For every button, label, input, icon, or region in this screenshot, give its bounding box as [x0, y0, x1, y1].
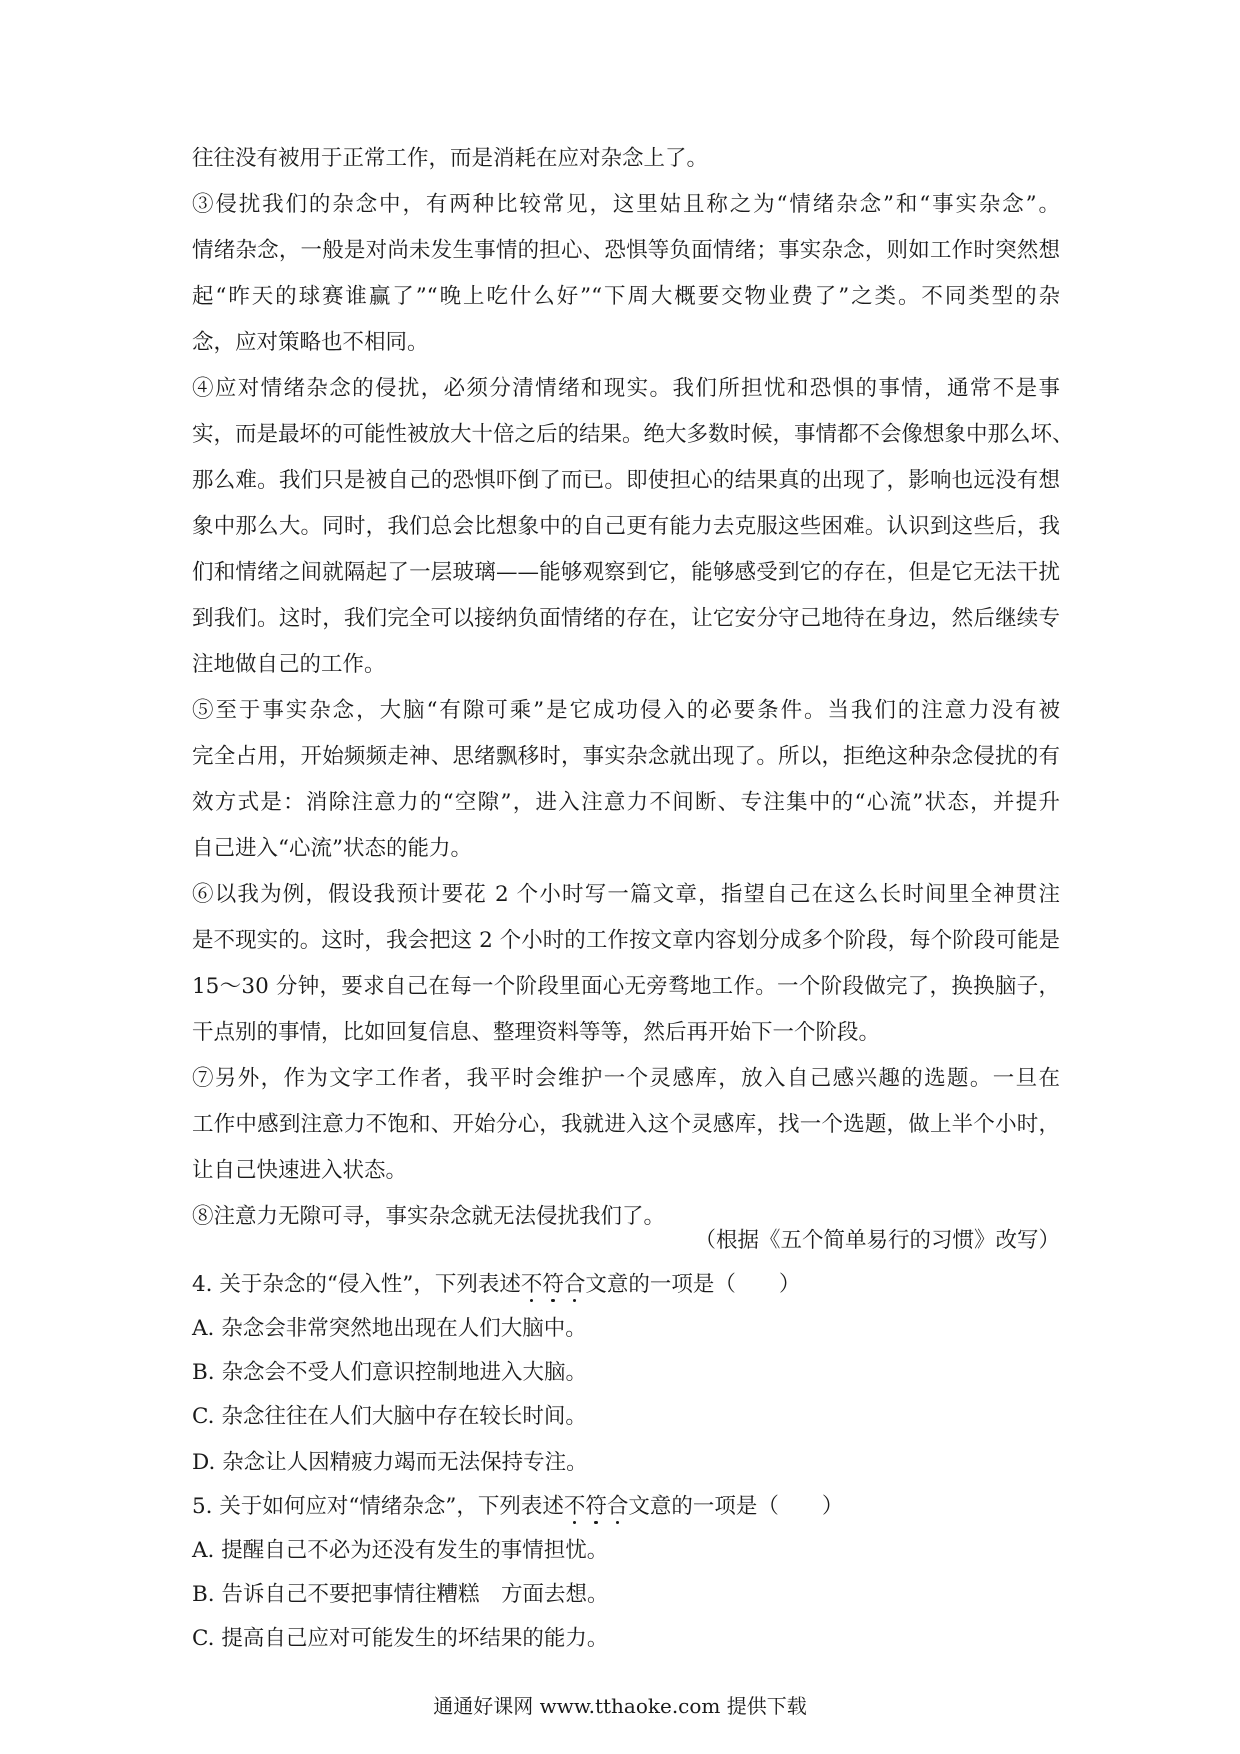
- paragraph-4-line: 们和情绪之间就隔起了一层玻璃——能够观察到它，能够感受到它的存在，但是它无法干扰: [192, 560, 1060, 585]
- question-4-stem: 4. 关于杂念的“侵入性”，下列表述不符合文意的一项是（ ）: [192, 1272, 801, 1297]
- paragraph-5-line: ⑤至于事实杂念，大脑“有隙可乘”是它成功侵入的必要条件。当我们的注意力没有被: [192, 698, 1060, 723]
- article-source: （根据《五个简单易行的习惯》改写）: [694, 1228, 1060, 1253]
- emphasis-char: 不: [520, 1272, 543, 1297]
- emphasis-char: 不: [563, 1494, 586, 1519]
- paragraph-4-line: 象中那么大。同时，我们总会比想象中的自己更有能力去克服这些困难。认识到这些后，我: [192, 514, 1060, 539]
- question-5-stem: 5. 关于如何应对“情绪杂念”，下列表述不符合文意的一项是（ ）: [192, 1494, 844, 1519]
- paragraph-7-line: 让自己快速进入状态。: [192, 1158, 408, 1183]
- paragraph-5-line: 自己进入“心流”状态的能力。: [192, 836, 472, 861]
- paragraph-4-line: 实，而是最坏的可能性被放大十倍之后的结果。绝大多数时候，事情都不会像想象中那么坏、: [192, 422, 1074, 447]
- question-5-option-c: C. 提高自己应对可能发生的坏结果的能力。: [192, 1626, 609, 1651]
- paragraph-6-line: 15～30 分钟，要求自己在每一个阶段里面心无旁骛地工作。一个阶段做完了，换换脑子，: [192, 974, 1060, 999]
- emphasis-char: 合: [563, 1272, 586, 1297]
- question-4-option-a: A. 杂念会非常突然地出现在人们大脑中。: [192, 1316, 587, 1341]
- paragraph-2-tail: 往往没有被用于正常工作，而是消耗在应对杂念上了。: [192, 146, 709, 171]
- paragraph-6-line: ⑥以我为例，假设我预计要花 2 个小时写一篇文章，指望自己在这么长时间里全神贯注: [192, 882, 1060, 907]
- question-4-option-c: C. 杂念往往在人们大脑中存在较长时间。: [192, 1404, 587, 1429]
- paragraph-8: ⑧注意力无隙可寻，事实杂念就无法侵扰我们了。: [192, 1204, 666, 1229]
- paragraph-3-line: 起“昨天的球赛谁赢了”“晚上吃什么好”“下周大概要交物业费了”之类。不同类型的杂: [192, 284, 1060, 309]
- paragraph-7-line: ⑦另外，作为文字工作者，我平时会维护一个灵感库，放入自己感兴趣的选题。一旦在: [192, 1066, 1060, 1091]
- question-5-option-b: B. 告诉自己不要把事情往糟糕 方面去想。: [192, 1582, 609, 1607]
- paragraph-6-line: 是不现实的。这时，我会把这 2 个小时的工作按文章内容划分成多个阶段，每个阶段可能是: [192, 928, 1060, 953]
- paragraph-6-line: 干点别的事情，比如回复信息、整理资料等等，然后再开始下一个阶段。: [192, 1020, 881, 1045]
- emphasis-char: 符: [542, 1272, 564, 1297]
- emphasis-char: 符: [585, 1494, 607, 1519]
- paragraph-7-line: 工作中感到注意力不饱和、开始分心，我就进入这个灵感库，找一个选题，做上半个小时，: [192, 1112, 1060, 1137]
- paragraph-4-line: 注地做自己的工作。: [192, 652, 386, 677]
- paragraph-5-line: 完全占用，开始频频走神、思绪飘移时，事实杂念就出现了。所以，拒绝这种杂念侵扰的有: [192, 744, 1060, 769]
- paragraph-5-line: 效方式是：消除注意力的“空隙”，进入注意力不间断、专注集中的“心流”状态，并提升: [192, 790, 1060, 815]
- question-4-option-d: D. 杂念让人因精疲力竭而无法保持专注。: [192, 1450, 588, 1475]
- paragraph-3-line: 情绪杂念，一般是对尚未发生事情的担心、恐惧等负面情绪；事实杂念，则如工作时突然想: [192, 238, 1060, 263]
- question-5-option-a: A. 提醒自己不必为还没有发生的事情担忧。: [192, 1538, 609, 1563]
- emphasis-char: 合: [606, 1494, 629, 1519]
- paragraph-3-line: 念，应对策略也不相同。: [192, 330, 429, 355]
- question-4-option-b: B. 杂念会不受人们意识控制地进入大脑。: [192, 1360, 587, 1385]
- paragraph-4-line: 那么难。我们只是被自己的恐惧吓倒了而已。即使担心的结果真的出现了，影响也远没有想: [192, 468, 1060, 493]
- paragraph-4-line: ④应对情绪杂念的侵扰，必须分清情绪和现实。我们所担忧和恐惧的事情，通常不是事: [192, 376, 1060, 401]
- paragraph-4-line: 到我们。这时，我们完全可以接纳负面情绪的存在，让它安分守己地待在身边，然后继续专: [192, 606, 1060, 631]
- paragraph-3-line: ③侵扰我们的杂念中，有两种比较常见，这里姑且称之为“情绪杂念”和“事实杂念”。: [192, 192, 1060, 217]
- page-footer: 通通好课网 www.tthaoke.com 提供下载: [433, 1694, 807, 1718]
